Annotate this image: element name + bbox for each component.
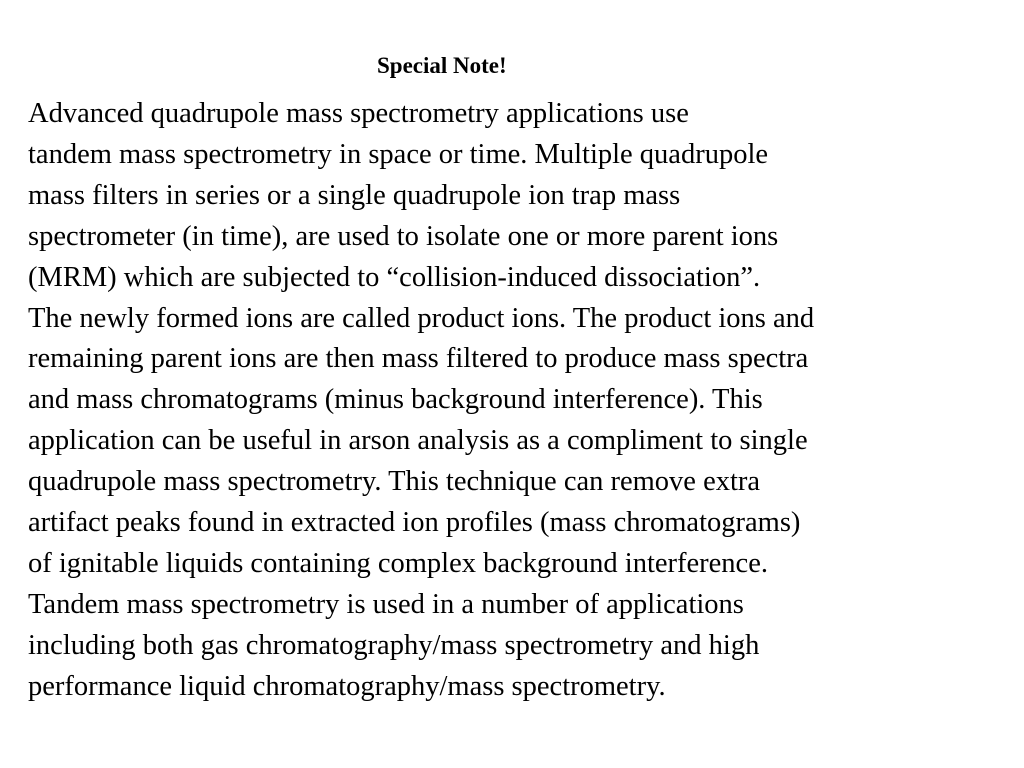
text-line: spectrometer (in time), are used to isolate one or more parent ions xyxy=(28,220,779,252)
text-line: quadrupole mass spectrometry. This technique can remove extra xyxy=(28,466,761,498)
body-text xyxy=(28,94,814,708)
text-line: including both gas chromatography/mass spectrometry and high xyxy=(28,629,760,661)
text-line: mass filters in series or a single quadrupole ion trap mass xyxy=(28,179,681,211)
text-line: artifact peaks found in extracted ion profiles (mass chromatograms) xyxy=(28,507,801,539)
text-line: of ignitable liquids containing complex background interference. xyxy=(28,547,768,579)
text-line: performance liquid chromatography/mass spectrometry. xyxy=(28,670,666,702)
text-line: and mass chromatograms (minus background interference). This xyxy=(28,384,763,416)
text-line: tandem mass spectrometry in space or time. Multiple quadrupole xyxy=(28,138,769,170)
text-line: Advanced quadrupole mass spectrometry applications use xyxy=(28,98,689,129)
page-title: Special Note! xyxy=(377,53,507,78)
text-line: (MRM) which are subjected to “collision-induced dissociation”. xyxy=(28,261,761,293)
text-line: The newly formed ions are called product ions. The product ions and xyxy=(28,302,815,334)
text-line: remaining parent ions are then mass filtered to produce mass spectra xyxy=(28,343,809,375)
text-line: application can be useful in arson analysis as a compliment to single xyxy=(28,425,808,457)
text-line: Tandem mass spectrometry is used in a number of applications xyxy=(28,588,744,620)
